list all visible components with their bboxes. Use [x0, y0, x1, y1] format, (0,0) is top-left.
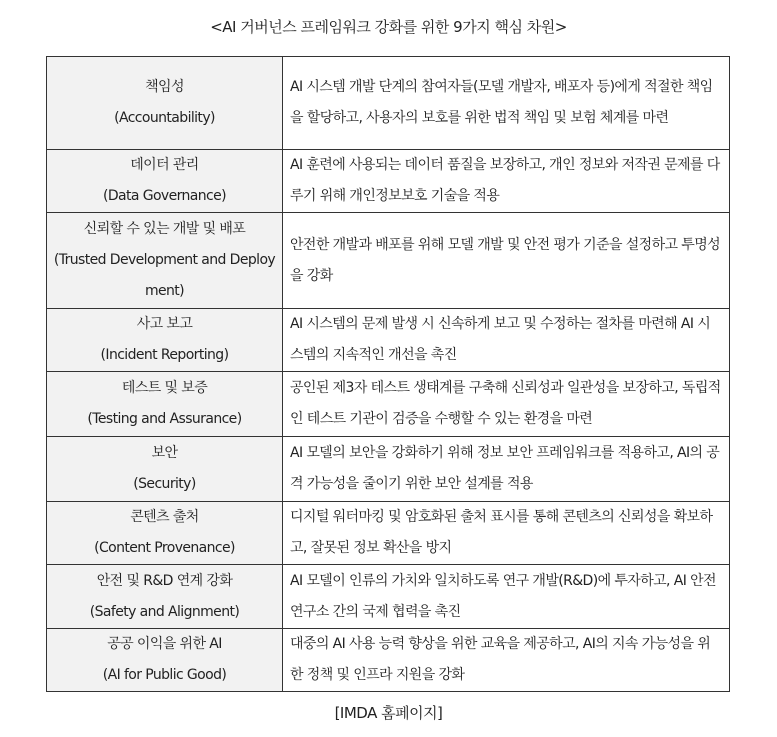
- dimension-name-ko: 책임성: [145, 79, 184, 95]
- dimension-description: AI 모델이 인류의 가치와 일치하도록 연구 개발(R&D)에 투자하고, AI 안전 연구소 간의 국제 협력을 촉진: [283, 565, 730, 629]
- dimension-description: 안전한 개발과 배포를 위해 모델 개발 및 안전 평가 기준을 설정하고 투명성을 강화: [283, 213, 730, 309]
- dimension-name-ko: 테스트 및 보증: [121, 380, 208, 396]
- dimension-name-en: (Safety and Alignment): [89, 603, 240, 620]
- dimension-name-en: (Incident Reporting): [100, 347, 229, 363]
- dimension-name-ko: 보안: [151, 445, 178, 461]
- table-row: [47, 150, 730, 213]
- dimension-description: 대중의 AI 사용 능력 향상을 위한 교육을 제공하고, AI의 지속 가능성을 위한 정책 및 인프라 지원을 강화: [283, 629, 730, 692]
- dimension-label-cell: [47, 437, 283, 502]
- dimension-name-en: (Trusted Development and Deployment): [53, 252, 276, 299]
- table-row: [47, 57, 730, 150]
- dimension-label-cell: [47, 57, 283, 150]
- dimension-name-en: (Security): [133, 476, 196, 492]
- table-title: <AI 거버넌스 프레임워크 강화를 위한 9가지 핵심 차원>: [210, 18, 567, 36]
- dimension-label-cell: [47, 629, 283, 692]
- governance-table: [46, 56, 730, 692]
- dimension-description: AI 시스템 개발 단계의 참여자들(모델 개발자, 배포자 등)에게 적절한 책임을 할당하고, 사용자의 보호를 위한 법적 책임 및 보험 체계를 마련: [283, 57, 730, 150]
- dimension-name-en: (Accountability): [114, 110, 215, 126]
- dimension-description: 디지털 워터마킹 및 암호화된 출처 표시를 통해 콘텐츠의 신뢰성을 확보하고, 잘못된 정보 확산을 방지: [283, 502, 730, 565]
- dimension-name-en: (Content Provenance): [94, 540, 235, 556]
- table-row: [47, 213, 730, 309]
- dimension-description: AI 훈련에 사용되는 데이터 품질을 보장하고, 개인 정보와 저작권 문제를 다루기 위해 개인정보보호 기술을 적용: [283, 150, 730, 213]
- dimension-label-cell: [47, 502, 283, 565]
- table-row: [47, 437, 730, 502]
- dimension-label-cell: [47, 309, 283, 372]
- dimension-label-cell: [47, 150, 283, 213]
- table-row: [47, 372, 730, 437]
- table-row: [47, 309, 730, 372]
- dimension-name-ko: 데이터 관리: [130, 157, 199, 173]
- dimension-name-ko: 콘텐츠 출처: [130, 509, 199, 525]
- dimension-name-ko: 공공 이익을 위한 AI: [107, 636, 222, 652]
- dimension-name-ko: 사고 보고: [136, 316, 193, 332]
- dimension-name-en: (Testing and Assurance): [87, 411, 242, 427]
- dimension-description: 공인된 제3자 테스트 생태계를 구축해 신뢰성과 일관성을 보장하고, 독립적인 테스트 기관이 검증을 수행할 수 있는 환경을 마련: [283, 372, 730, 437]
- dimension-description: AI 모델의 보안을 강화하기 위해 정보 보안 프레임워크를 적용하고, AI의 공격 가능성을 줄이기 위한 보안 설계를 적용: [283, 437, 730, 502]
- source-caption: [IMDA 홈페이지]: [334, 704, 443, 722]
- dimension-name-en: (Data Governance): [102, 188, 227, 204]
- dimension-description: AI 시스템의 문제 발생 시 신속하게 보고 및 수정하는 절차를 마련해 AI 시스템의 지속적인 개선을 촉진: [283, 309, 730, 372]
- table-row: [47, 629, 730, 692]
- dimension-name-ko: 신뢰할 수 있는 개발 및 배포: [83, 221, 246, 237]
- dimension-name-en: (AI for Public Good): [102, 667, 227, 683]
- dimension-label-cell: [47, 213, 283, 309]
- dimension-label-cell: [47, 565, 283, 629]
- table-row: [47, 565, 730, 629]
- dimension-name-ko: 안전 및 R&D 연계 강화: [96, 572, 233, 589]
- table-row: [47, 502, 730, 565]
- dimension-label-cell: [47, 372, 283, 437]
